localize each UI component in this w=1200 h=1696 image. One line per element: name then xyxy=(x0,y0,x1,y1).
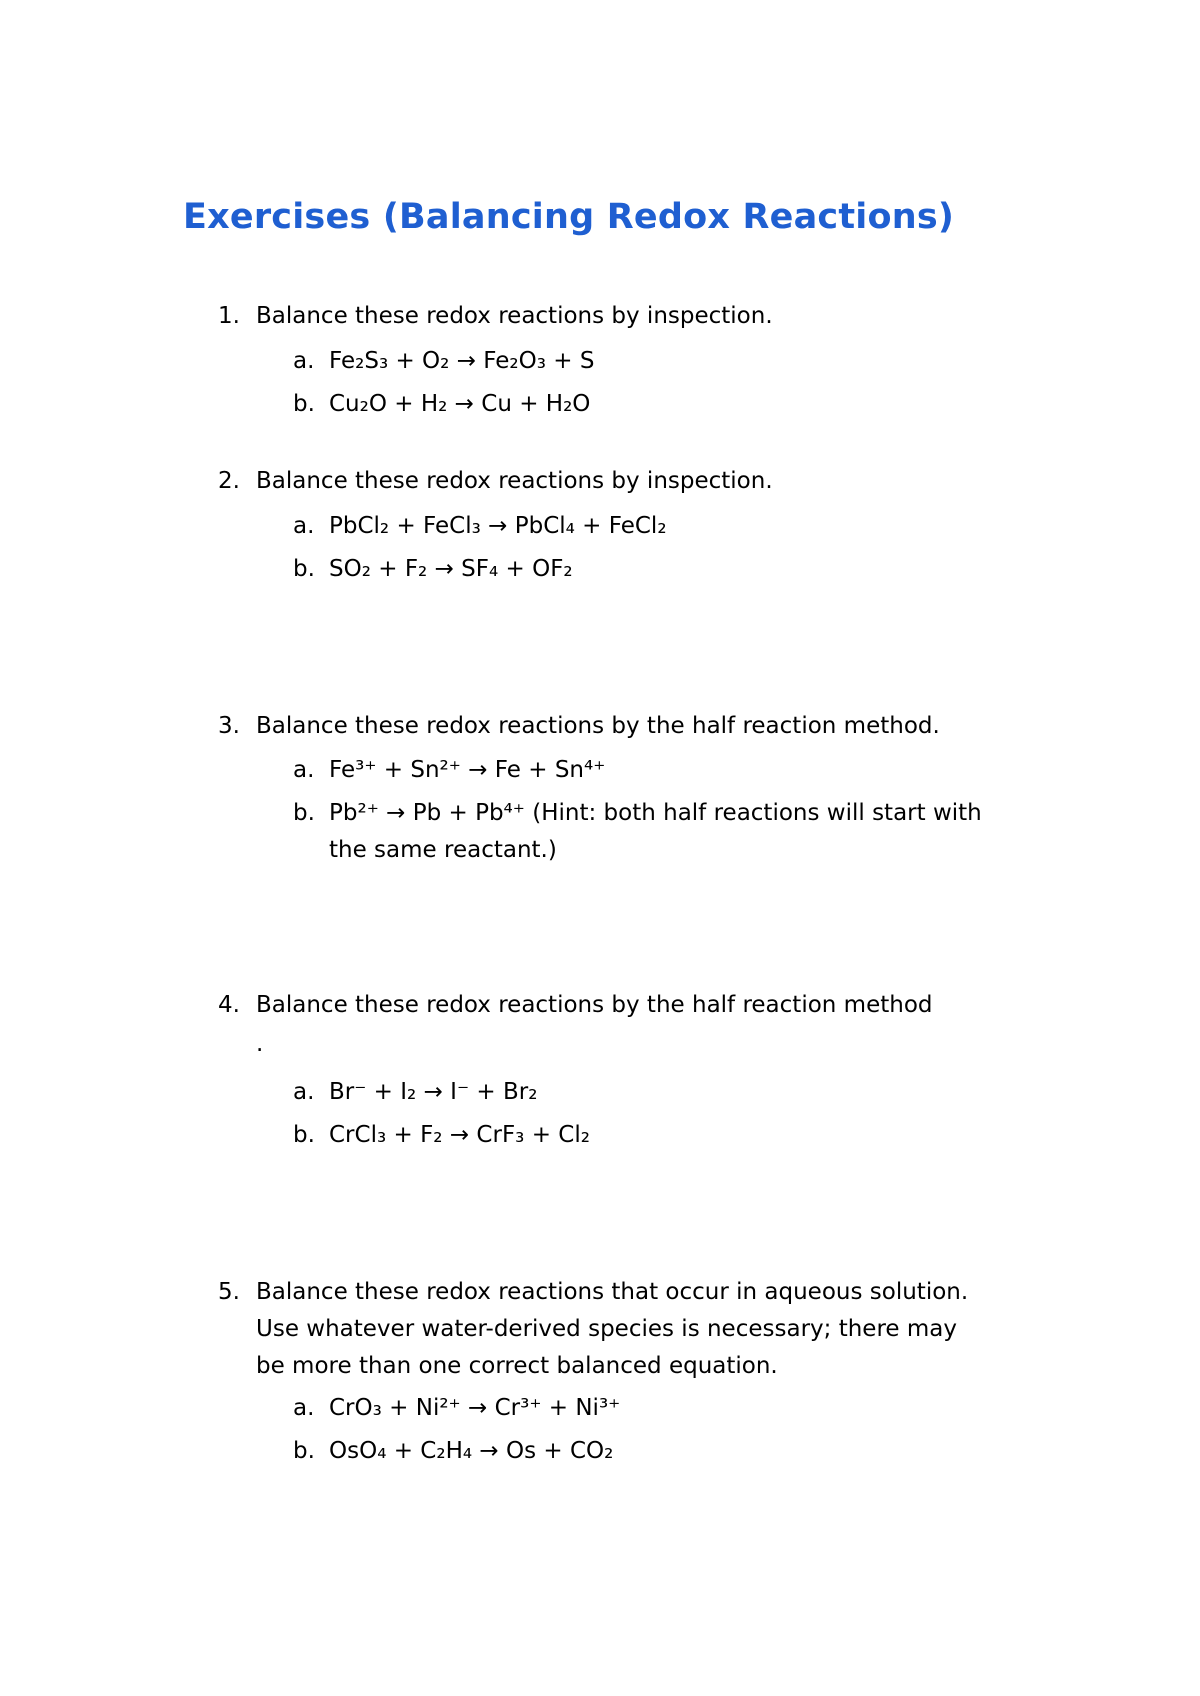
equation: Br⁻ + I₂ → I⁻ + Br₂ xyxy=(329,1079,538,1105)
question-number: 2. xyxy=(218,468,240,494)
question-text: be more than one correct balanced equation. xyxy=(256,1353,778,1379)
item-label: a. xyxy=(293,1079,315,1105)
question-text: Balance these redox reactions by the half reaction method. xyxy=(256,713,940,739)
question-number: 1. xyxy=(218,303,240,329)
stray-period: . xyxy=(256,1031,264,1057)
equation: Fe³⁺ + Sn²⁺ → Fe + Sn⁴⁺ xyxy=(329,757,606,783)
question-text: Balance these redox reactions that occur in aqueous solution. xyxy=(256,1279,969,1305)
page-title: Exercises (Balancing Redox Reactions) xyxy=(183,197,955,237)
question-number: 4. xyxy=(218,992,240,1018)
question-number: 5. xyxy=(218,1279,240,1305)
question-number: 3. xyxy=(218,713,240,739)
equation-continuation: the same reactant.) xyxy=(329,837,557,863)
equation: OsO₄ + C₂H₄ → Os + CO₂ xyxy=(329,1438,614,1464)
question-text: Use whatever water-derived species is necessary; there may xyxy=(256,1316,957,1342)
equation: Pb²⁺ → Pb + Pb⁴⁺ (Hint: both half reactions will start with xyxy=(329,800,982,826)
equation: CrCl₃ + F₂ → CrF₃ + Cl₂ xyxy=(329,1122,590,1148)
item-label: a. xyxy=(293,757,315,783)
item-label: a. xyxy=(293,513,315,539)
equation: PbCl₂ + FeCl₃ → PbCl₄ + FeCl₂ xyxy=(329,513,667,539)
equation: CrO₃ + Ni²⁺ → Cr³⁺ + Ni³⁺ xyxy=(329,1395,621,1421)
item-label: a. xyxy=(293,1395,315,1421)
equation: Cu₂O + H₂ → Cu + H₂O xyxy=(329,391,591,417)
item-label: b. xyxy=(293,800,315,826)
item-label: a. xyxy=(293,348,315,374)
item-label: b. xyxy=(293,1438,315,1464)
question-text: Balance these redox reactions by the half reaction method xyxy=(256,992,933,1018)
equation: Fe₂S₃ + O₂ → Fe₂O₃ + S xyxy=(329,348,595,374)
question-text: Balance these redox reactions by inspection. xyxy=(256,303,773,329)
item-label: b. xyxy=(293,1122,315,1148)
item-label: b. xyxy=(293,556,315,582)
question-text: Balance these redox reactions by inspection. xyxy=(256,468,773,494)
item-label: b. xyxy=(293,391,315,417)
equation: SO₂ + F₂ → SF₄ + OF₂ xyxy=(329,556,573,582)
